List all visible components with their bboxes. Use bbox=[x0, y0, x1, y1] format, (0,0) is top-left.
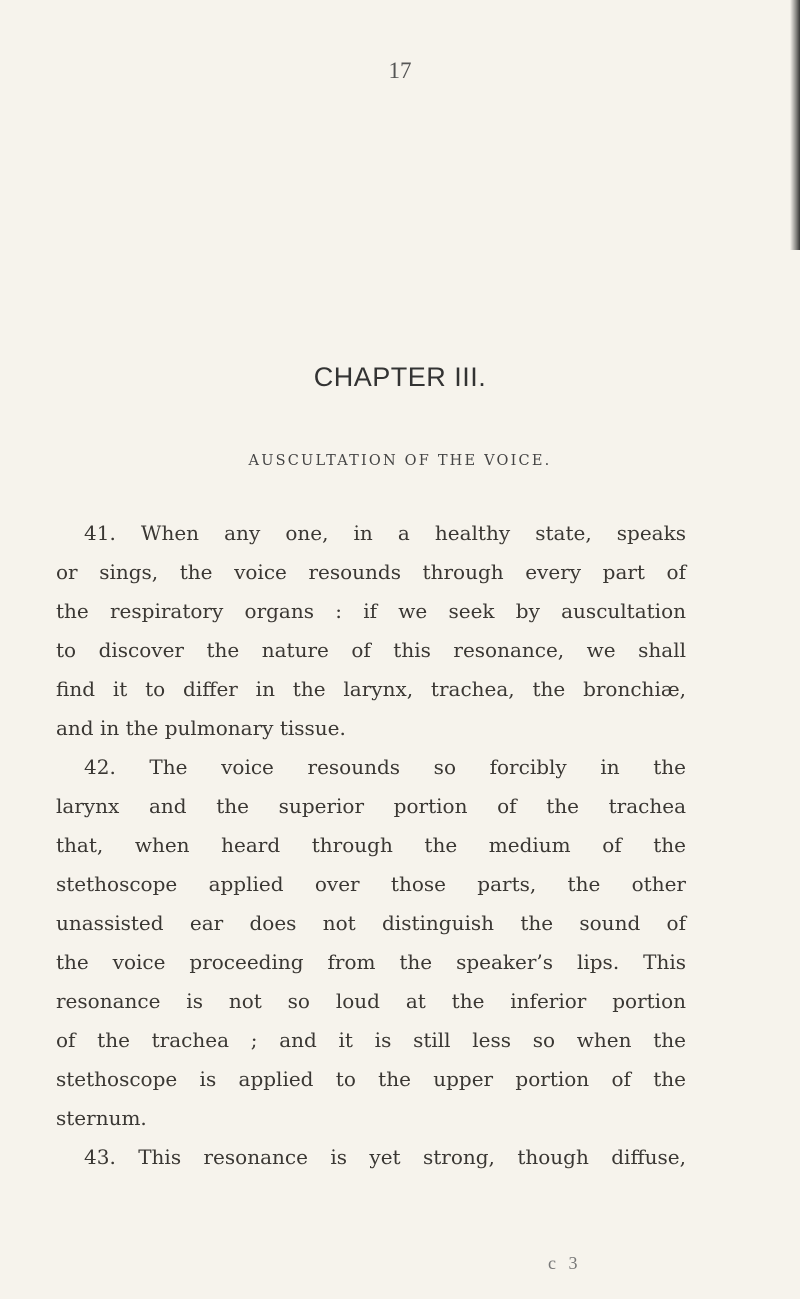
section-subtitle: AUSCULTATION OF THE VOICE. bbox=[248, 453, 552, 469]
page-number: 17 bbox=[388, 58, 412, 83]
text-line: that, when heard through the medium of the bbox=[56, 833, 686, 857]
text-line: 43. This resonance is yet strong, though diffuse, bbox=[84, 1145, 686, 1169]
text-line: and in the pulmonary tissue. bbox=[56, 716, 346, 740]
text-line: 42. The voice resounds so forcibly in the bbox=[84, 755, 686, 779]
chapter-title: CHAPTER III. bbox=[313, 362, 487, 392]
text-line: the respiratory organs : if we seek by auscultation bbox=[56, 599, 686, 623]
signature-mark: c 3 bbox=[548, 1253, 582, 1273]
text-line: stethoscope applied over those parts, the other bbox=[56, 872, 686, 896]
text-line: unassisted ear does not distinguish the sound of bbox=[56, 911, 686, 935]
text-line: to discover the nature of this resonance, we shall bbox=[56, 638, 686, 662]
page-edge-shadow bbox=[790, 0, 800, 250]
text-line: of the trachea ; and it is still less so when the bbox=[56, 1028, 686, 1052]
text-line: 41. When any one, in a healthy state, speaks bbox=[84, 521, 686, 545]
text-line: sternum. bbox=[56, 1106, 147, 1130]
text-line: stethoscope is applied to the upper portion of the bbox=[56, 1067, 686, 1091]
text-line: or sings, the voice resounds through every part of bbox=[56, 560, 686, 584]
text-line: find it to differ in the larynx, trachea, the bronchiæ, bbox=[56, 677, 686, 701]
text-line: resonance is not so loud at the inferior portion bbox=[56, 989, 686, 1013]
text-line: larynx and the superior portion of the trachea bbox=[56, 794, 686, 818]
text-line: the voice proceeding from the speaker’s lips. This bbox=[56, 950, 686, 974]
